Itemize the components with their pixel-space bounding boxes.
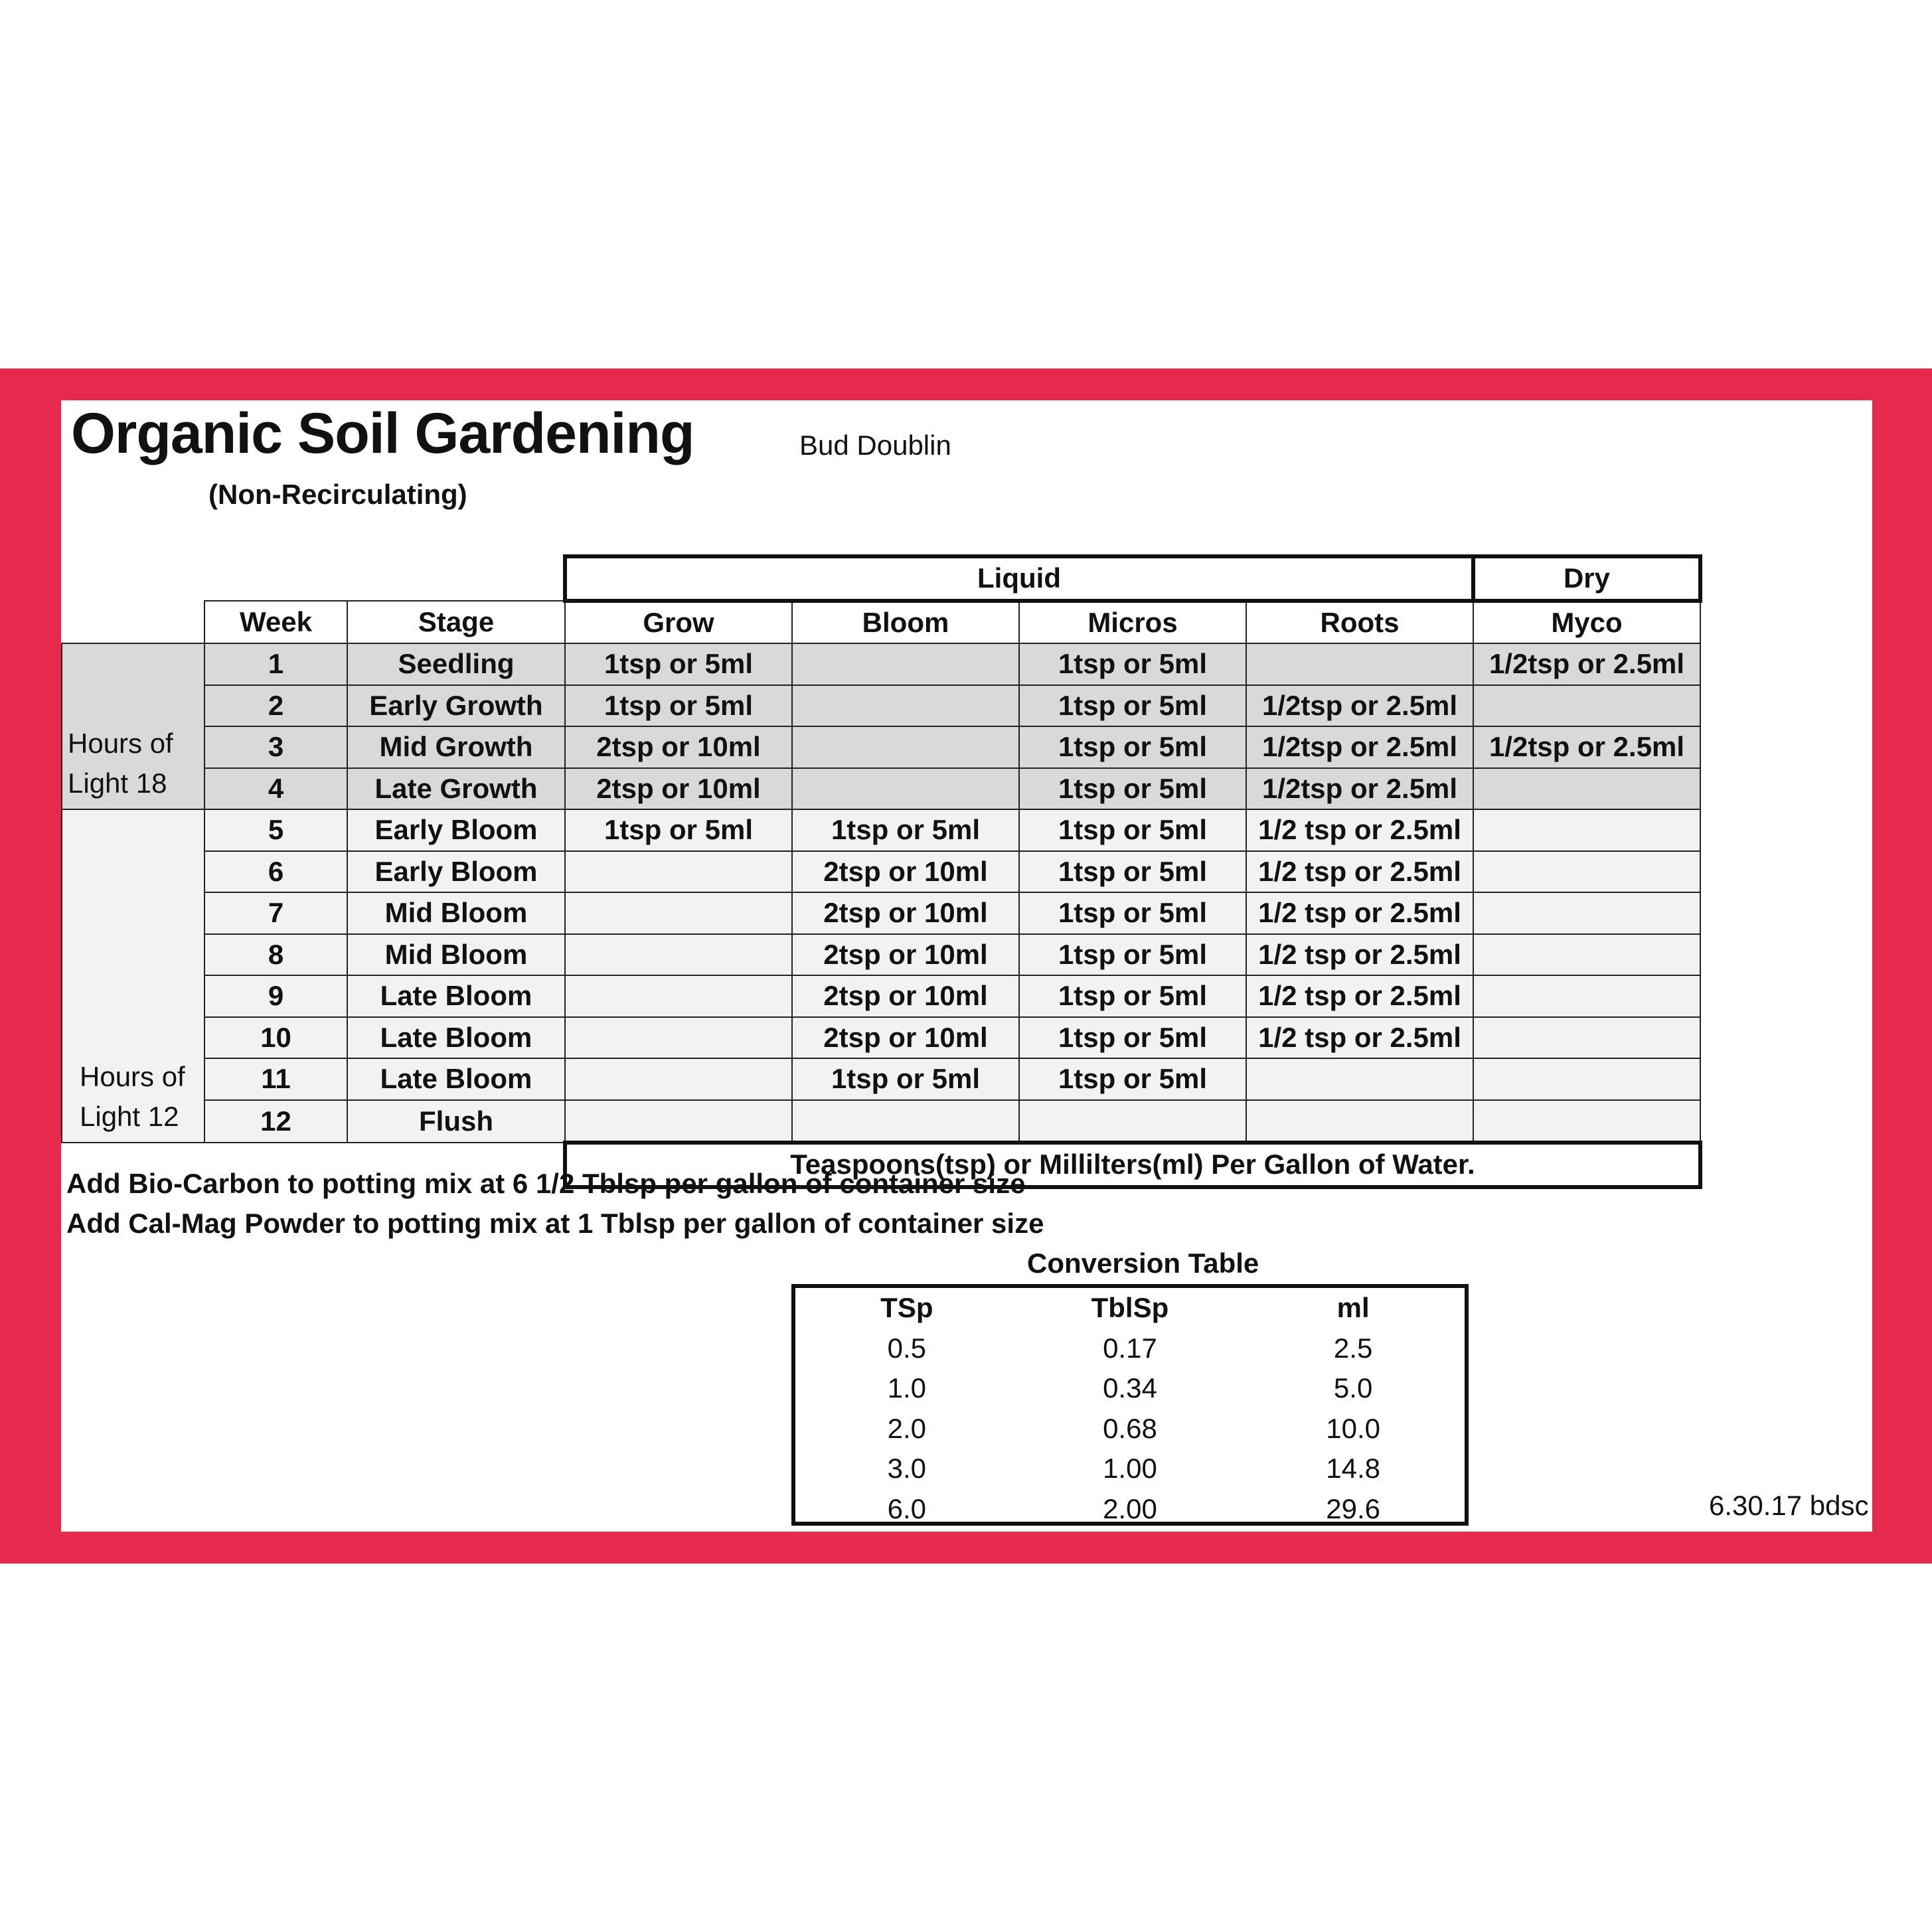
table-row	[62, 1017, 1700, 1059]
date-stamp: 6.30.17 bdsc	[1709, 1490, 1869, 1521]
week-cell: 4	[204, 768, 347, 810]
roots-cell: 1/2tsp or 2.5ml	[1246, 768, 1473, 810]
conversion-table-box	[791, 1284, 1469, 1526]
conversion-header-row	[795, 1288, 1465, 1328]
ml-value: 29.6	[1326, 1492, 1380, 1524]
light-hours-flower: Hours of Light 12	[62, 809, 204, 1143]
micros-cell: 1tsp or 5ml	[1019, 1017, 1246, 1059]
micros-cell: 1tsp or 5ml	[1019, 685, 1246, 727]
myco-cell	[1473, 809, 1700, 851]
grow-cell	[565, 892, 792, 934]
roots-cell	[1246, 1100, 1473, 1143]
author-name: Bud Doublin	[799, 430, 951, 461]
chart-sheet	[61, 400, 1872, 1532]
table-row	[62, 892, 1700, 934]
grow-cell: 1tsp or 5ml	[565, 809, 792, 851]
myco-cell	[1473, 1100, 1700, 1143]
myco-cell: 1/2tsp or 2.5ml	[1473, 643, 1700, 685]
cal-mag-note: Add Cal-Mag Powder to potting mix at 1 Tblsp per gallon of container size	[66, 1208, 1044, 1239]
liquid-group-header: Liquid	[565, 556, 1473, 601]
grow-cell: 2tsp or 10ml	[565, 768, 792, 810]
micros-cell: 1tsp or 5ml	[1019, 851, 1246, 893]
grow-cell	[565, 1017, 792, 1059]
grow-cell	[565, 934, 792, 976]
stage-cell: Late Bloom	[347, 1058, 565, 1100]
header-tblsp: TblSp	[1091, 1292, 1169, 1324]
conversion-row	[795, 1409, 1465, 1449]
week-cell: 7	[204, 892, 347, 934]
tblsp-value: 2.00	[1103, 1492, 1157, 1524]
myco-cell	[1473, 1058, 1700, 1100]
table-row	[62, 768, 1700, 810]
bloom-cell	[792, 768, 1019, 810]
week-cell: 2	[204, 685, 347, 727]
stage-cell: Mid Bloom	[347, 934, 565, 976]
table-row	[62, 685, 1700, 727]
roots-cell: 1/2 tsp or 2.5ml	[1246, 851, 1473, 893]
roots-cell: 1/2 tsp or 2.5ml	[1246, 892, 1473, 934]
micros-cell: 1tsp or 5ml	[1019, 726, 1246, 768]
header-myco: Myco	[1473, 601, 1700, 644]
bloom-cell: 1tsp or 5ml	[792, 809, 1019, 851]
stage-cell: Seedling	[347, 643, 565, 685]
header-stage: Stage	[347, 601, 565, 644]
micros-cell: 1tsp or 5ml	[1019, 809, 1246, 851]
page-title: Organic Soil Gardening	[71, 402, 694, 465]
dry-group-header: Dry	[1473, 556, 1700, 601]
week-cell: 9	[204, 975, 347, 1017]
grow-cell: 1tsp or 5ml	[565, 643, 792, 685]
roots-cell: 1/2tsp or 2.5ml	[1246, 685, 1473, 727]
table-row	[62, 809, 1700, 851]
bloom-cell: 2tsp or 10ml	[792, 892, 1019, 934]
grow-cell: 2tsp or 10ml	[565, 726, 792, 768]
stage-cell: Early Growth	[347, 685, 565, 727]
myco-cell	[1473, 1017, 1700, 1059]
header-grow: Grow	[565, 601, 792, 644]
ml-value: 5.0	[1333, 1372, 1373, 1404]
table-row	[62, 1100, 1700, 1143]
conversion-table-title: Conversion Table	[1027, 1248, 1259, 1279]
page-subtitle: (Non-Recirculating)	[208, 479, 467, 510]
micros-cell: 1tsp or 5ml	[1019, 643, 1246, 685]
bloom-cell: 2tsp or 10ml	[792, 1017, 1019, 1059]
stage-cell: Late Growth	[347, 768, 565, 810]
stage-cell: Flush	[347, 1100, 565, 1143]
roots-cell: 1/2 tsp or 2.5ml	[1246, 809, 1473, 851]
grow-cell: 1tsp or 5ml	[565, 685, 792, 727]
stage-cell: Early Bloom	[347, 851, 565, 893]
myco-cell	[1473, 851, 1700, 893]
tblsp-value: 0.17	[1103, 1332, 1157, 1364]
stage-cell: Mid Growth	[347, 726, 565, 768]
roots-cell: 1/2 tsp or 2.5ml	[1246, 934, 1473, 976]
roots-cell: 1/2 tsp or 2.5ml	[1246, 975, 1473, 1017]
header-micros: Micros	[1019, 601, 1246, 644]
table-row	[62, 934, 1700, 976]
conversion-row	[795, 1368, 1465, 1409]
stage-cell: Mid Bloom	[347, 892, 565, 934]
myco-cell	[1473, 975, 1700, 1017]
myco-cell	[1473, 685, 1700, 727]
myco-cell	[1473, 768, 1700, 810]
tblsp-value: 0.68	[1103, 1412, 1157, 1444]
tsp-value: 2.0	[887, 1412, 927, 1444]
table-row	[62, 643, 1700, 685]
myco-cell	[1473, 934, 1700, 976]
bloom-cell	[792, 1100, 1019, 1143]
light-hours-veg: Hours of Light 18	[62, 643, 204, 809]
tblsp-value: 1.00	[1103, 1453, 1157, 1485]
week-cell: 8	[204, 934, 347, 976]
micros-cell: 1tsp or 5ml	[1019, 768, 1246, 810]
roots-cell	[1246, 1058, 1473, 1100]
micros-cell: 1tsp or 5ml	[1019, 892, 1246, 934]
roots-cell: 1/2tsp or 2.5ml	[1246, 726, 1473, 768]
header-week: Week	[204, 601, 347, 644]
grow-cell	[565, 1058, 792, 1100]
conversion-row	[795, 1449, 1465, 1489]
tblsp-value: 0.34	[1103, 1372, 1157, 1404]
week-cell: 10	[204, 1017, 347, 1059]
myco-cell	[1473, 892, 1700, 934]
conversion-row	[795, 1328, 1465, 1369]
week-cell: 12	[204, 1100, 347, 1143]
micros-cell: 1tsp or 5ml	[1019, 975, 1246, 1017]
group-header-row	[62, 556, 1700, 601]
grow-cell	[565, 975, 792, 1017]
header-bloom: Bloom	[792, 601, 1019, 644]
grow-cell	[565, 1100, 792, 1143]
myco-cell: 1/2tsp or 2.5ml	[1473, 726, 1700, 768]
feeding-schedule-table	[61, 554, 1702, 1189]
tsp-value: 0.5	[887, 1332, 927, 1364]
table-row	[62, 726, 1700, 768]
column-header-row	[62, 601, 1700, 644]
ml-value: 2.5	[1333, 1332, 1373, 1364]
stage-cell: Early Bloom	[347, 809, 565, 851]
week-cell: 3	[204, 726, 347, 768]
roots-cell	[1246, 643, 1473, 685]
units-footnote: Teaspoons(tsp) or Millilters(ml) Per Gallon of Water.	[565, 1143, 1700, 1187]
table-row	[62, 1058, 1700, 1100]
conversion-row	[795, 1489, 1465, 1530]
table-row	[62, 851, 1700, 893]
header-roots: Roots	[1246, 601, 1473, 644]
header-ml: ml	[1336, 1292, 1370, 1324]
conversion-table	[795, 1288, 1465, 1529]
bloom-cell: 1tsp or 5ml	[792, 1058, 1019, 1100]
bloom-cell	[792, 685, 1019, 727]
grow-cell	[565, 851, 792, 893]
bio-carbon-note: Add Bio-Carbon to potting mix at 6 1/2 Tblsp per gallon of container size	[66, 1168, 1026, 1199]
tsp-value: 1.0	[887, 1372, 927, 1404]
micros-cell: 1tsp or 5ml	[1019, 1058, 1246, 1100]
bloom-cell: 2tsp or 10ml	[792, 975, 1019, 1017]
bloom-cell: 2tsp or 10ml	[792, 934, 1019, 976]
table-row	[62, 975, 1700, 1017]
ml-value: 10.0	[1326, 1412, 1380, 1444]
week-cell: 11	[204, 1058, 347, 1100]
tsp-value: 3.0	[887, 1453, 927, 1485]
week-cell: 5	[204, 809, 347, 851]
stage-cell: Late Bloom	[347, 1017, 565, 1059]
roots-cell: 1/2 tsp or 2.5ml	[1246, 1017, 1473, 1059]
micros-cell: 1tsp or 5ml	[1019, 934, 1246, 976]
header-tsp: TSp	[880, 1292, 933, 1324]
bloom-cell	[792, 643, 1019, 685]
tsp-value: 6.0	[887, 1492, 927, 1524]
ml-value: 14.8	[1326, 1453, 1380, 1485]
week-cell: 1	[204, 643, 347, 685]
micros-cell	[1019, 1100, 1246, 1143]
week-cell: 6	[204, 851, 347, 893]
bloom-cell	[792, 726, 1019, 768]
bloom-cell: 2tsp or 10ml	[792, 851, 1019, 893]
stage-cell: Late Bloom	[347, 975, 565, 1017]
